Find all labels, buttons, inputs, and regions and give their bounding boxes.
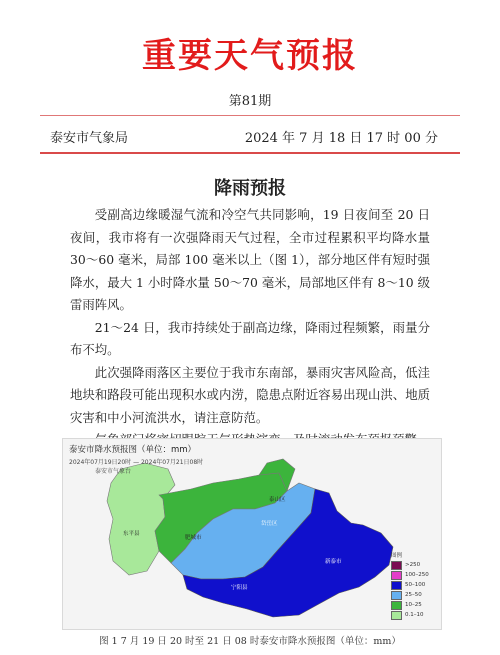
legend-item <box>391 600 437 610</box>
legend-item <box>391 590 437 600</box>
place-label: 东平县 <box>123 531 140 537</box>
legend-label: 100–250 <box>405 572 429 578</box>
legend-label: 25–50 <box>405 592 422 598</box>
map-source: 泰安市气象台 <box>95 468 132 475</box>
legend-swatch <box>391 561 402 570</box>
legend-swatch <box>391 601 402 610</box>
map-title: 泰安市降水预报图（单位：mm） <box>69 445 197 455</box>
legend-swatch <box>391 591 402 600</box>
report-title: 重要天气预报 <box>142 36 358 76</box>
map-legend <box>391 551 437 620</box>
legend-item <box>391 580 437 590</box>
place-label: 肥城市 <box>185 535 202 541</box>
place-label: 新泰市 <box>325 559 342 565</box>
legend-label: 10–25 <box>405 602 422 608</box>
paragraph: 受副高边缘暖湿气流和冷空气共同影响，19 日夜间至 20 日夜间，我市将有一次强降雨天气过程，全市过程累积平均降水量 30～60 毫米，局部 100 毫米以上（图 1），部分地区伴有短时强降水，最大 1 小时降水量 50～70 毫米，局部地区伴有 8～10 级雷雨阵风。 <box>70 207 430 312</box>
figure-caption: 图 1 7 月 19 日 20 时至 21 日 08 时泰安市降水预报图（单位：mm） <box>99 636 401 647</box>
legend-item <box>391 570 437 580</box>
legend-item <box>391 560 437 570</box>
legend-title: 图例 <box>391 553 403 559</box>
precipitation-map <box>62 438 442 630</box>
map-time-range: 2024年07月19日20时 — 2024年07月21日08时 <box>69 459 204 466</box>
section-headline: 降雨预报 <box>214 178 286 199</box>
issue-number: 第81期 <box>228 94 272 109</box>
paragraph: 此次强降雨落区主要位于我市东南部，暴雨灾害风险高，低洼地块和路段可能出现积水或内涝，隐患点附近容易出现山洪、地质灾害和中小河流洪水，请注意防范。 <box>70 364 430 425</box>
body-text <box>70 204 430 452</box>
issuing-agency: 泰安市气象局 <box>50 131 129 146</box>
legend-label: 0.1–10 <box>405 612 424 618</box>
divider-red <box>40 152 460 154</box>
legend-label: 50–100 <box>405 582 426 588</box>
legend-item <box>391 610 437 620</box>
place-label: 宁阳县 <box>231 585 248 591</box>
place-label: 泰山区 <box>269 497 286 503</box>
legend-swatch <box>391 571 402 580</box>
paragraph: 21～24 日，我市持续处于副高边缘，降雨过程频繁，雨量分布不均。 <box>70 319 430 357</box>
legend-swatch <box>391 581 402 590</box>
issue-date: 2024 年 7 月 18 日 17 时 00 分 <box>244 131 438 146</box>
legend-label: >250 <box>405 562 421 568</box>
divider-top <box>40 115 460 116</box>
place-label: 岱岳区 <box>261 521 278 527</box>
legend-swatch <box>391 611 402 620</box>
